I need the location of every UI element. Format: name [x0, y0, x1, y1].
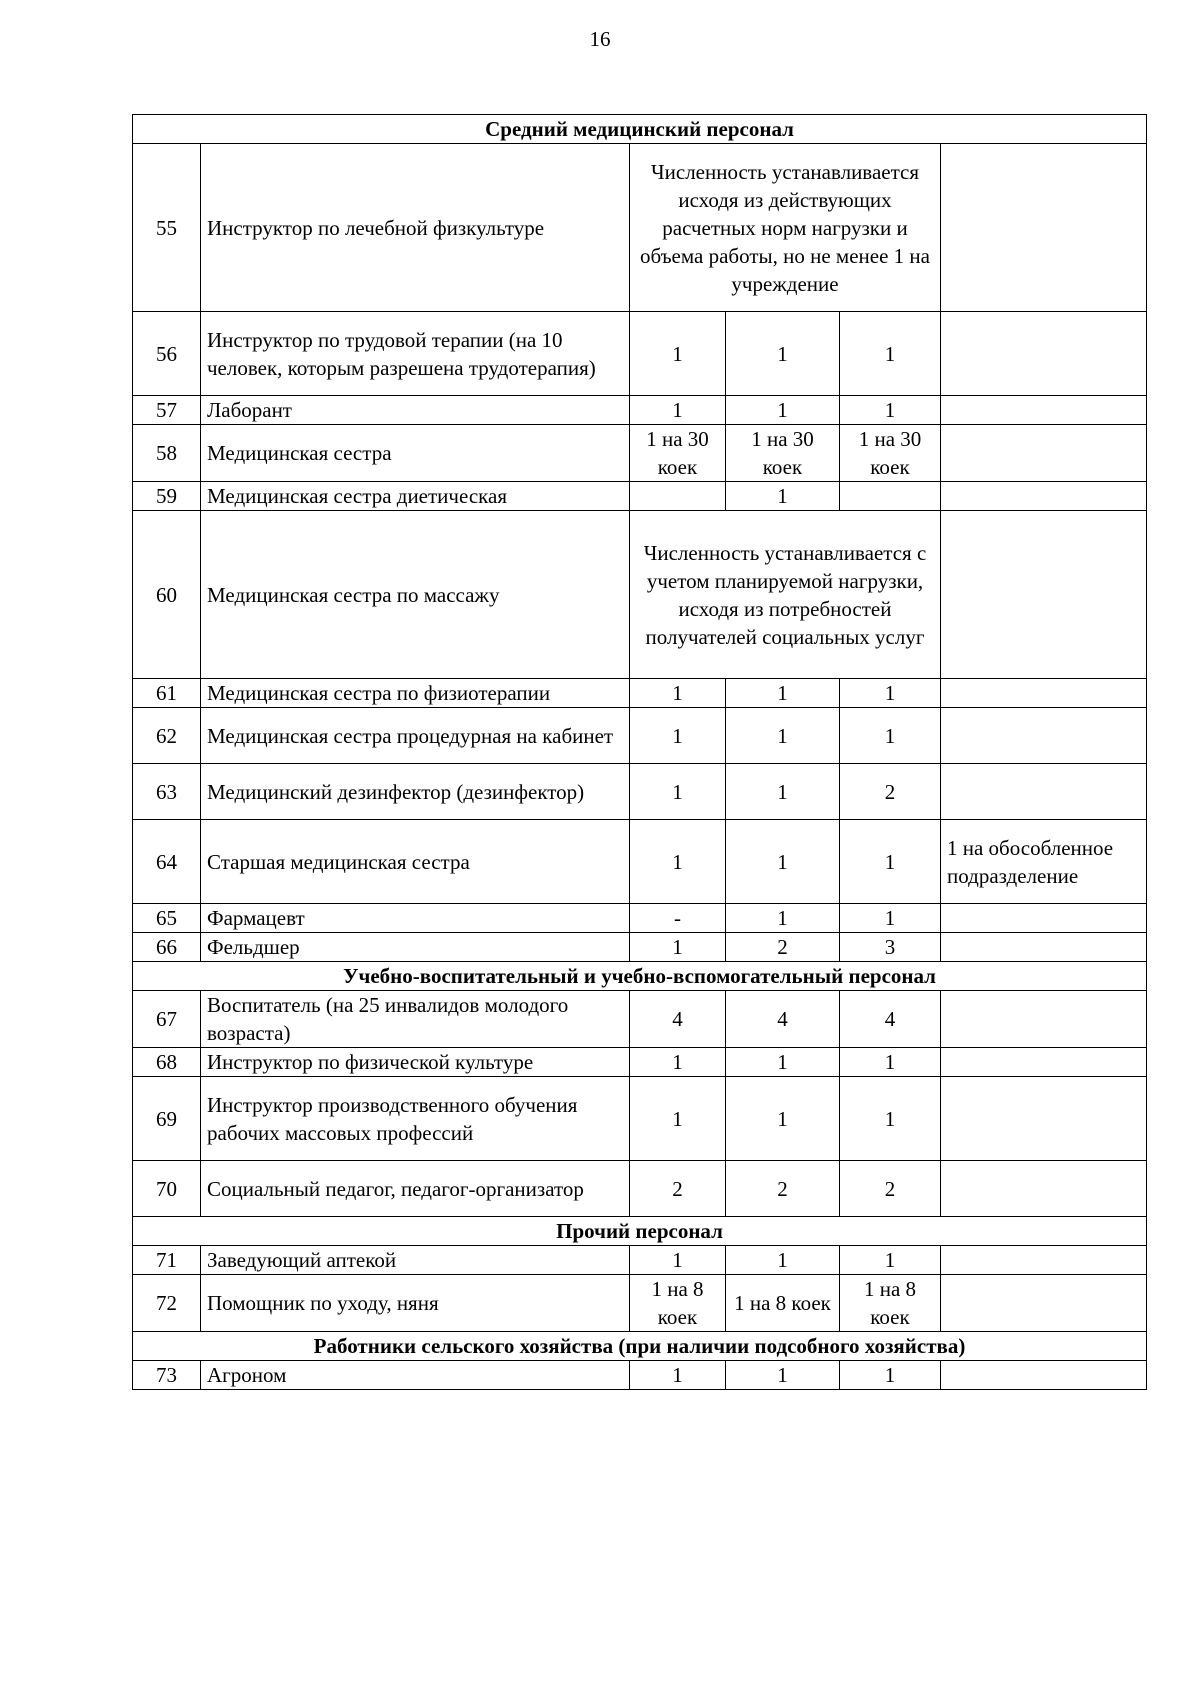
value-cell-1: 1 на 8 коек	[630, 1275, 726, 1332]
row-number: 63	[133, 764, 201, 820]
note-cell	[941, 1077, 1147, 1161]
table-row	[133, 511, 1147, 679]
value-cell-1: 1	[630, 1048, 726, 1077]
value-cell-3: 1	[840, 1048, 941, 1077]
value-cell-1: 1	[630, 820, 726, 904]
row-number: 61	[133, 679, 201, 708]
value-cell-1: 1	[630, 933, 726, 962]
row-number: 62	[133, 708, 201, 764]
row-number: 56	[133, 312, 201, 396]
value-cell-2: 1 на 30 коек	[726, 425, 840, 482]
position-name: Фельдшер	[201, 933, 630, 962]
table-row	[133, 904, 1147, 933]
note-cell	[941, 708, 1147, 764]
note-cell	[941, 1048, 1147, 1077]
value-cell-2: 1	[726, 679, 840, 708]
value-cell-2: 1	[726, 1077, 840, 1161]
table-row	[133, 425, 1147, 482]
note-cell	[941, 904, 1147, 933]
page-number: 16	[589, 27, 611, 51]
note-cell	[941, 991, 1147, 1048]
value-cell-3: 1 на 30 коек	[840, 425, 941, 482]
note-cell	[941, 144, 1147, 312]
row-number: 58	[133, 425, 201, 482]
section-title-other: Прочий персонал	[133, 1217, 1147, 1246]
value-cell-3: 1 на 8 коек	[840, 1275, 941, 1332]
row-number: 73	[133, 1361, 201, 1390]
value-cell-2: 1	[726, 312, 840, 396]
staffing-table	[132, 114, 1147, 1390]
value-cell-1	[630, 482, 726, 511]
value-cell-2: 4	[726, 991, 840, 1048]
note-cell: 1 на обособленное подразделение	[941, 820, 1147, 904]
note-cell	[941, 679, 1147, 708]
row-number: 72	[133, 1275, 201, 1332]
row-number: 60	[133, 511, 201, 679]
position-name: Помощник по уходу, няня	[201, 1275, 630, 1332]
position-name: Лаборант	[201, 396, 630, 425]
row-number: 65	[133, 904, 201, 933]
table-row	[133, 933, 1147, 962]
value-cell-3: 3	[840, 933, 941, 962]
position-name: Фармацевт	[201, 904, 630, 933]
position-name: Медицинская сестра процедурная на кабинет	[201, 708, 630, 764]
value-cell-2: 1	[726, 1048, 840, 1077]
value-cell-1: 1	[630, 1246, 726, 1275]
value-cell-1: 1	[630, 1077, 726, 1161]
merged-norm-cell: Численность устанавливается с учетом планируемой нагрузки, исходя из потребностей получателей социальных услуг	[630, 511, 941, 679]
value-cell-2: 1 на 8 коек	[726, 1275, 840, 1332]
position-name: Инструктор по физической культуре	[201, 1048, 630, 1077]
note-cell	[941, 764, 1147, 820]
value-cell-3: 1	[840, 679, 941, 708]
row-number: 68	[133, 1048, 201, 1077]
value-cell-1: 2	[630, 1161, 726, 1217]
row-number: 70	[133, 1161, 201, 1217]
section-title-medical: Средний медицинский персонал	[133, 115, 1147, 144]
position-name: Медицинская сестра по массажу	[201, 511, 630, 679]
note-cell	[941, 425, 1147, 482]
note-cell	[941, 1161, 1147, 1217]
position-name: Медицинская сестра по физиотерапии	[201, 679, 630, 708]
table-row	[133, 144, 1147, 312]
position-name: Инструктор по трудовой терапии (на 10 человек, которым разрешена трудотерапия)	[201, 312, 630, 396]
table-row	[133, 1361, 1147, 1390]
position-name: Социальный педагог, педагог-организатор	[201, 1161, 630, 1217]
section-header-row	[133, 962, 1147, 991]
section-header-row	[133, 1332, 1147, 1361]
row-number: 67	[133, 991, 201, 1048]
value-cell-1: 1	[630, 396, 726, 425]
row-number: 69	[133, 1077, 201, 1161]
row-number: 66	[133, 933, 201, 962]
value-cell-2: 1	[726, 396, 840, 425]
note-cell	[941, 1361, 1147, 1390]
table-row	[133, 764, 1147, 820]
value-cell-2: 1	[726, 482, 840, 511]
value-cell-3: 1	[840, 904, 941, 933]
value-cell-3: 1	[840, 396, 941, 425]
position-name: Старшая медицинская сестра	[201, 820, 630, 904]
row-number: 55	[133, 144, 201, 312]
value-cell-3	[840, 482, 941, 511]
row-number: 57	[133, 396, 201, 425]
value-cell-3: 1	[840, 312, 941, 396]
note-cell	[941, 482, 1147, 511]
note-cell	[941, 1246, 1147, 1275]
value-cell-1: 1	[630, 764, 726, 820]
row-number: 71	[133, 1246, 201, 1275]
merged-norm-cell: Численность устанавливается исходя из действующих расчетных норм нагрузки и объема работы, но не менее 1 на учреждение	[630, 144, 941, 312]
section-header-row	[133, 1217, 1147, 1246]
value-cell-1: -	[630, 904, 726, 933]
note-cell	[941, 1275, 1147, 1332]
table-row	[133, 708, 1147, 764]
table-row	[133, 1077, 1147, 1161]
note-cell	[941, 312, 1147, 396]
value-cell-2: 1	[726, 708, 840, 764]
value-cell-3: 1	[840, 1361, 941, 1390]
value-cell-2: 1	[726, 1246, 840, 1275]
table-row	[133, 1246, 1147, 1275]
value-cell-2: 1	[726, 904, 840, 933]
section-header-row	[133, 115, 1147, 144]
row-number: 64	[133, 820, 201, 904]
value-cell-3: 4	[840, 991, 941, 1048]
position-name: Медицинский дезинфектор (дезинфектор)	[201, 764, 630, 820]
table-row	[133, 312, 1147, 396]
note-cell	[941, 511, 1147, 679]
value-cell-3: 2	[840, 1161, 941, 1217]
value-cell-2: 1	[726, 764, 840, 820]
table-row	[133, 1161, 1147, 1217]
value-cell-2: 2	[726, 1161, 840, 1217]
position-name: Медицинская сестра	[201, 425, 630, 482]
note-cell	[941, 396, 1147, 425]
value-cell-1: 1 на 30 коек	[630, 425, 726, 482]
table-row	[133, 396, 1147, 425]
value-cell-3: 1	[840, 1077, 941, 1161]
value-cell-1: 1	[630, 679, 726, 708]
position-name: Инструктор производственного обучения рабочих массовых профессий	[201, 1077, 630, 1161]
note-cell	[941, 933, 1147, 962]
position-name: Инструктор по лечебной физкультуре	[201, 144, 630, 312]
value-cell-1: 1	[630, 708, 726, 764]
value-cell-3: 1	[840, 820, 941, 904]
value-cell-1: 1	[630, 1361, 726, 1390]
position-name: Заведующий аптекой	[201, 1246, 630, 1275]
table-row	[133, 820, 1147, 904]
value-cell-2: 1	[726, 1361, 840, 1390]
position-name: Воспитатель (на 25 инвалидов молодого возраста)	[201, 991, 630, 1048]
row-number: 59	[133, 482, 201, 511]
value-cell-3: 2	[840, 764, 941, 820]
table-row	[133, 991, 1147, 1048]
value-cell-2: 2	[726, 933, 840, 962]
value-cell-2: 1	[726, 820, 840, 904]
value-cell-1: 1	[630, 312, 726, 396]
table-row	[133, 1275, 1147, 1332]
position-name: Агроном	[201, 1361, 630, 1390]
value-cell-3: 1	[840, 1246, 941, 1275]
section-title-educational: Учебно-воспитательный и учебно-вспомогательный персонал	[133, 962, 1147, 991]
table-row	[133, 1048, 1147, 1077]
value-cell-3: 1	[840, 708, 941, 764]
position-name: Медицинская сестра диетическая	[201, 482, 630, 511]
table-row	[133, 679, 1147, 708]
value-cell-1: 4	[630, 991, 726, 1048]
section-title-agriculture: Работники сельского хозяйства (при наличии подсобного хозяйства)	[133, 1332, 1147, 1361]
table-row	[133, 482, 1147, 511]
